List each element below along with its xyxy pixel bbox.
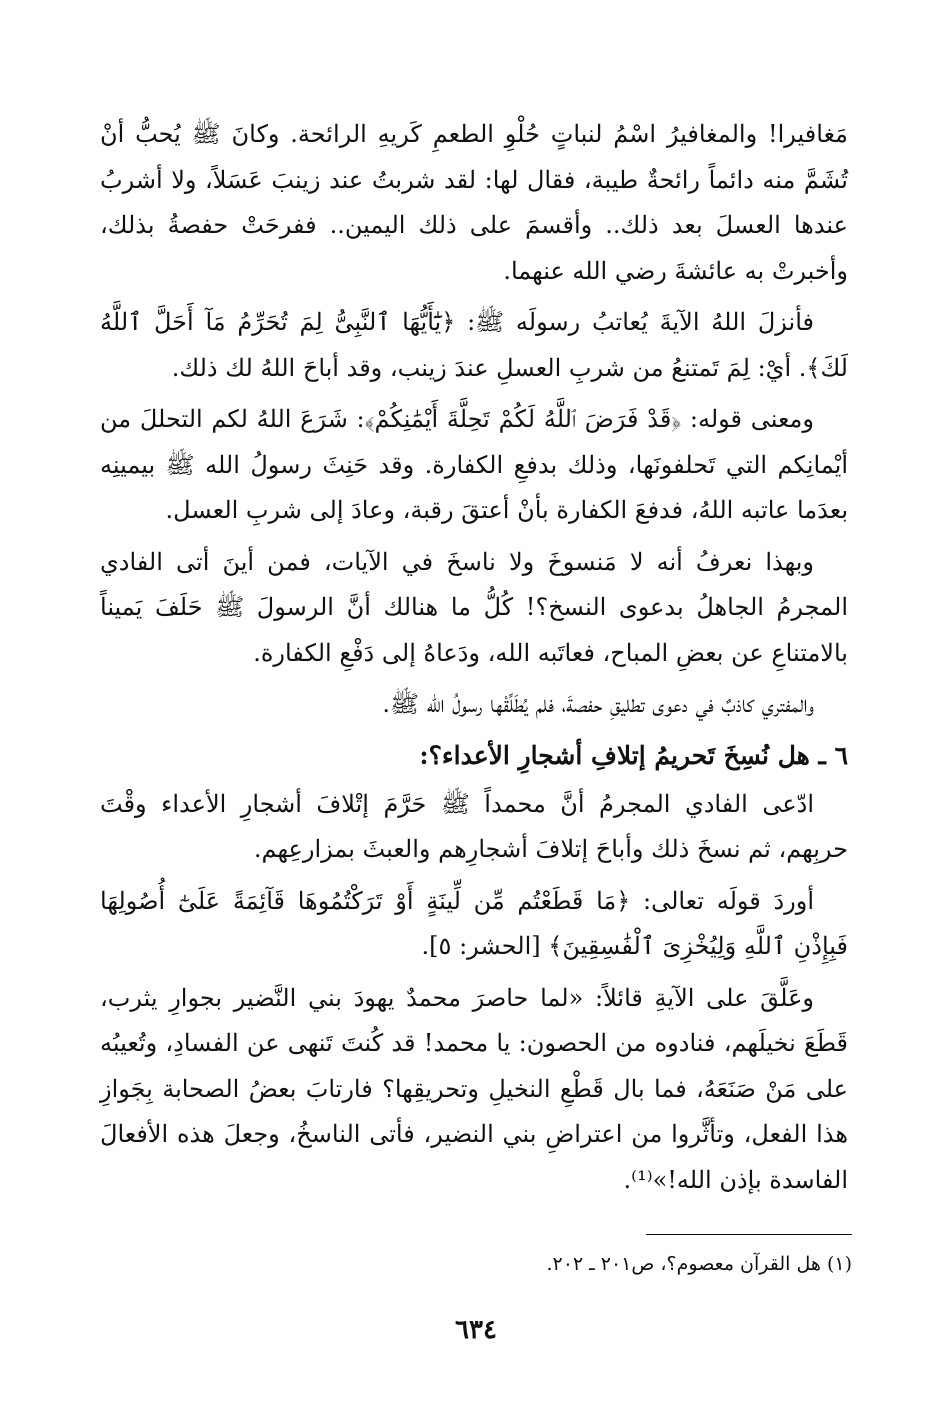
paragraph-6: ادّعى الفادي المجرمُ أنَّ محمداً ﷺ حَرَّمَ إتْلافَ أشجارِ الأعداء وقْتَ حربِهم، ثم نسخَ ذلك وأباحَ إتلافَ أشجارِهم والعبثَ بمزارعِهم. [100,789,848,863]
page-body [100,112,848,1209]
paragraph-2: فأنزلَ اللهُ الآيةَ يُعاتبُ رسولَه ﷺ: ﴿يَٰٓأَيُّهَا ٱلنَّبِىُّ لِمَ تُحَرِّمُ مَآ أَحَلَّ ٱللَّهُ لَكَ﴾. أيْ: لِمَ تَمتنعُ من شربِ العسلِ عندَ زينب، وقد أباحَ اللهُ لك ذلك. [100,308,848,382]
paragraph-4: وبهذا نعرفُ أنه لا مَنسوخَ ولا ناسخَ في الآيات، فمن أينَ أتى الفادي المجرمُ الجاهلُ بدعوى النسخ؟! كُلُّ ما هنالك أنَّ الرسولَ ﷺ حَلَفَ يَميناً بالامتناعِ عن بعضِ المباح، فعاتَبه الله، ودَعاهُ إلى دَفْعِ الكفارة. [100,547,848,667]
paragraph-8: وعَلَّقَ على الآيةِ قائلاً: «لما حاصرَ محمدٌ يهودَ بني النَّضير بجوارِ يثرب، قَطَعَ نخيلَهم، فنادوه من الحصون: يا محمد! قد كُنتَ تَنهى عن الفسادِ، وتُعيبُه على مَنْ صَنَعَهُ، فما بال قَطْعِ النخيلِ وتحريقِها؟ فارتابَ بعضُ الصحابة بِجَوازِ هذا الفعل، وتأثَّروا من اعتراضِ بني النضير، فأتى الناسخُ، وجعلَ هذه الأفعالَ الفاسدة بإذن الله!»⁽¹⁾. [100,983,849,1194]
paragraph-1: مَغافيرا! والمغافيرُ اسْمُ لنباتٍ حُلْوِ الطعمِ كَريهِ الرائحة. وكانَ ﷺ يُحبُّ أنْ تُشَمَّ منه دائماً رائحةٌ طيبة، فقال لها: لقد شربتُ عند زينبَ عَسَلاً، ولا أشربُ عندها العسلَ بعد ذلك.. وأقسمَ على ذلك اليمين.. ففرحَتْ حفصةُ بذلك، وأخبرتْ به عائشةَ رضي الله عنهما. [100,120,849,285]
page-number: ٦٣٤ [455,1315,497,1345]
footnote-divider [646,1234,852,1235]
footnote: (١) هل القرآن معصوم؟، ص٢٠١ ـ ٢٠٢. [546,1253,852,1275]
paragraph-5: والمفتري كاذبٌ في دعوى تطليقِ حفصةَ، فلم يُطَلِّقْها رسولُ الله ﷺ. [382,690,814,718]
paragraph-7: أوردَ قولَه تعالى: ﴿مَا قَطَعْتُم مِّن لِّينَةٍ أَوْ تَرَكْتُمُوهَا قَآئِمَةً عَلَىٰٓ أُصُولِهَا فَبِإِذْنِ ٱللَّهِ وَلِيُخْزِىَ ٱلْفَٰسِقِينَ﴾ [الحشر: ٥]. [100,886,848,960]
paragraph-3: ومعنى قوله: ﴿قَدْ فَرَضَ ٱللَّهُ لَكُمْ تَحِلَّةَ أَيْمَٰنِكُمْ﴾: شَرَعَ اللهُ لكم التحللَ من أيْمانِكم التي تَحلفونَها، وذلك بدفعِ الكفارة. وقد حَنِثَ رسولُ الله ﷺ بيمينِه بعدَما عاتبه اللهُ، فدفعَ الكفارة بأنْ أعتقَ رقبة، وعادَ إلى شربِ العسل. [100,405,848,524]
section-heading: ٦ ـ هل نُسِخَ تَحريمُ إتلافِ أشجارِ الأعداء؟: [419,740,848,770]
